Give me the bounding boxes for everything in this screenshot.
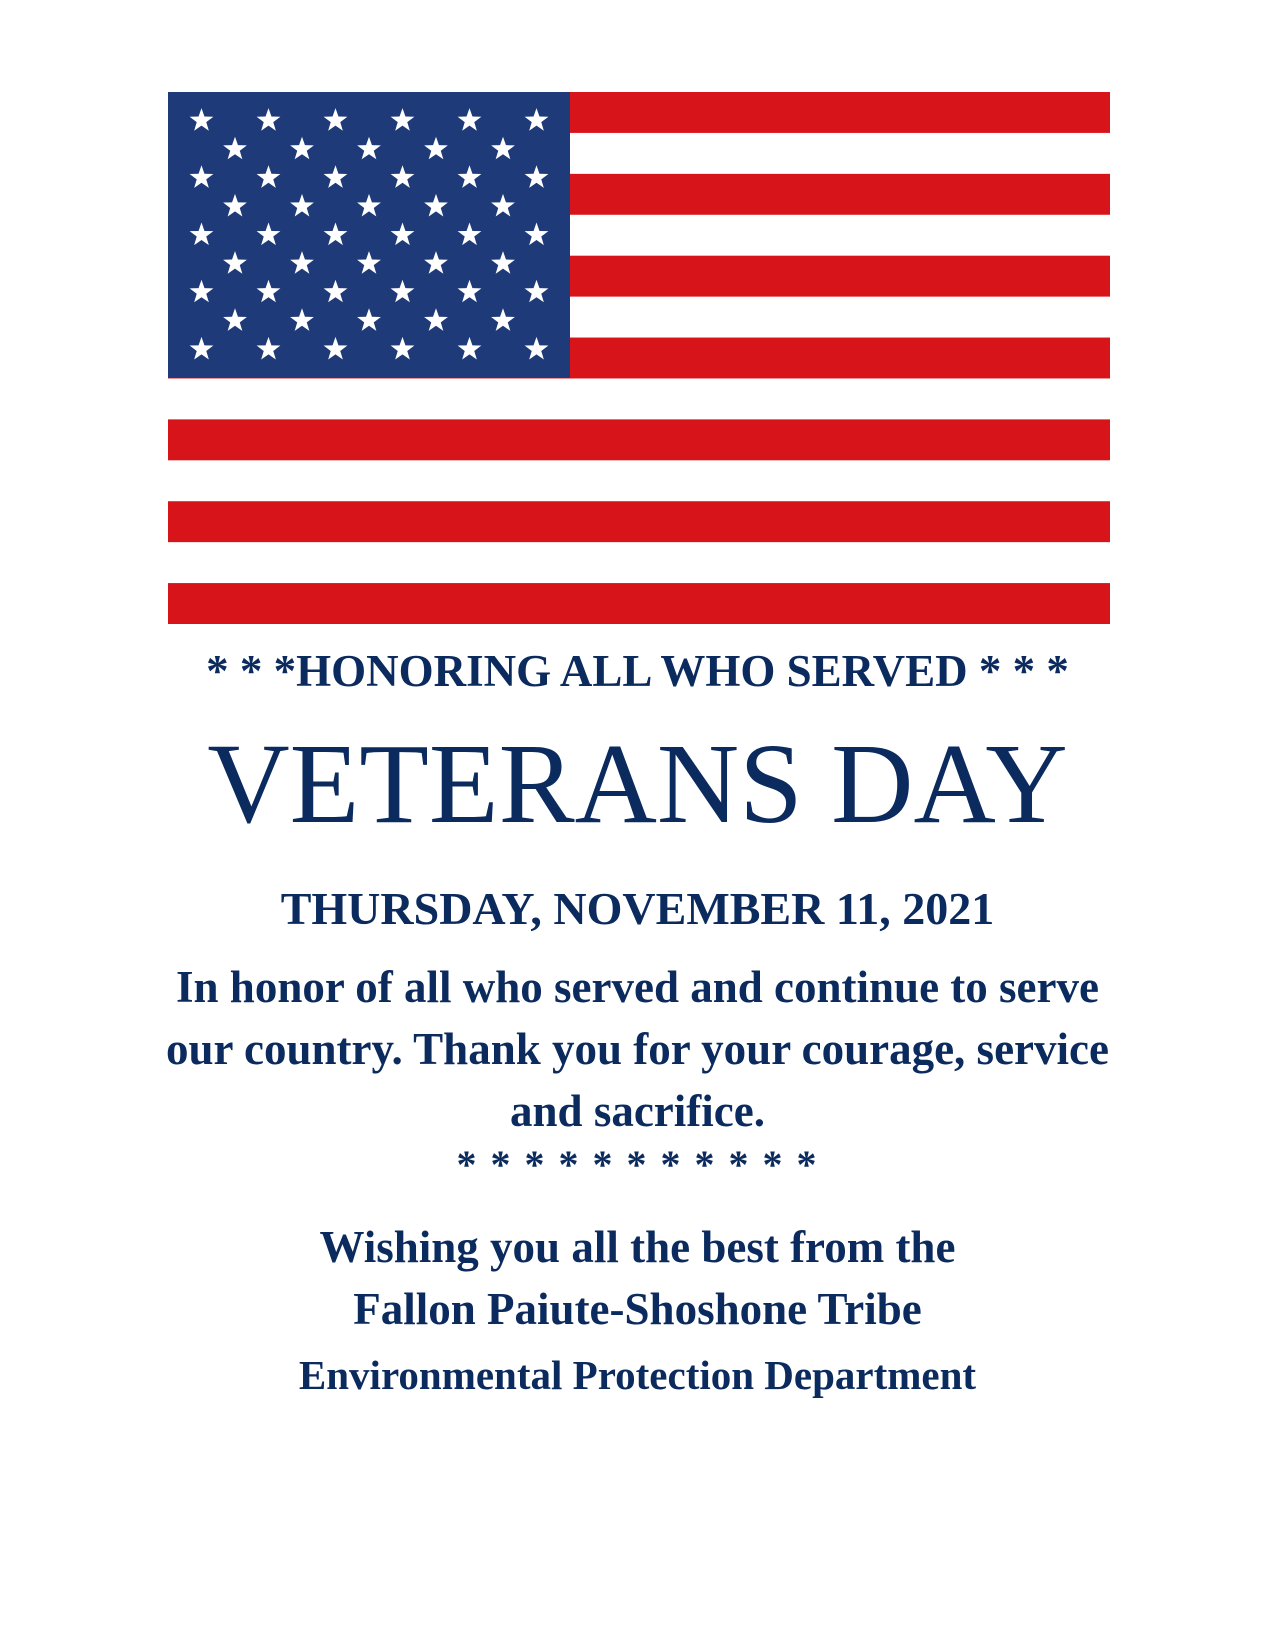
flag-stripe — [168, 378, 1110, 420]
closing-line-1: Wishing you all the best from the — [319, 1222, 956, 1272]
flag-stripe — [168, 501, 1110, 543]
message-line-1: In honor of all who served and continue to serve — [176, 962, 1099, 1012]
event-date: THURSDAY, NOVEMBER 11, 2021 — [280, 883, 995, 934]
star-separator: * * * * * * * * * * * — [456, 1142, 819, 1187]
flag-stripe — [168, 460, 1110, 502]
flag-stripe — [168, 419, 1110, 461]
message-line-3: and sacrifice. — [510, 1086, 765, 1136]
honoring-banner: * * *HONORING ALL WHO SERVED * * * — [206, 646, 1069, 696]
flag-stripe — [168, 583, 1110, 624]
page-title: VETERANS DAY — [207, 720, 1068, 847]
flag-stripe — [168, 542, 1110, 584]
flag-canton — [168, 92, 570, 378]
us-flag-icon — [168, 92, 1110, 624]
department-name: Environmental Protection Department — [298, 1352, 977, 1398]
message-line-2: our country. Thank you for your courage, service — [166, 1024, 1109, 1074]
closing-line-2: Fallon Paiute-Shoshone Tribe — [353, 1284, 922, 1334]
